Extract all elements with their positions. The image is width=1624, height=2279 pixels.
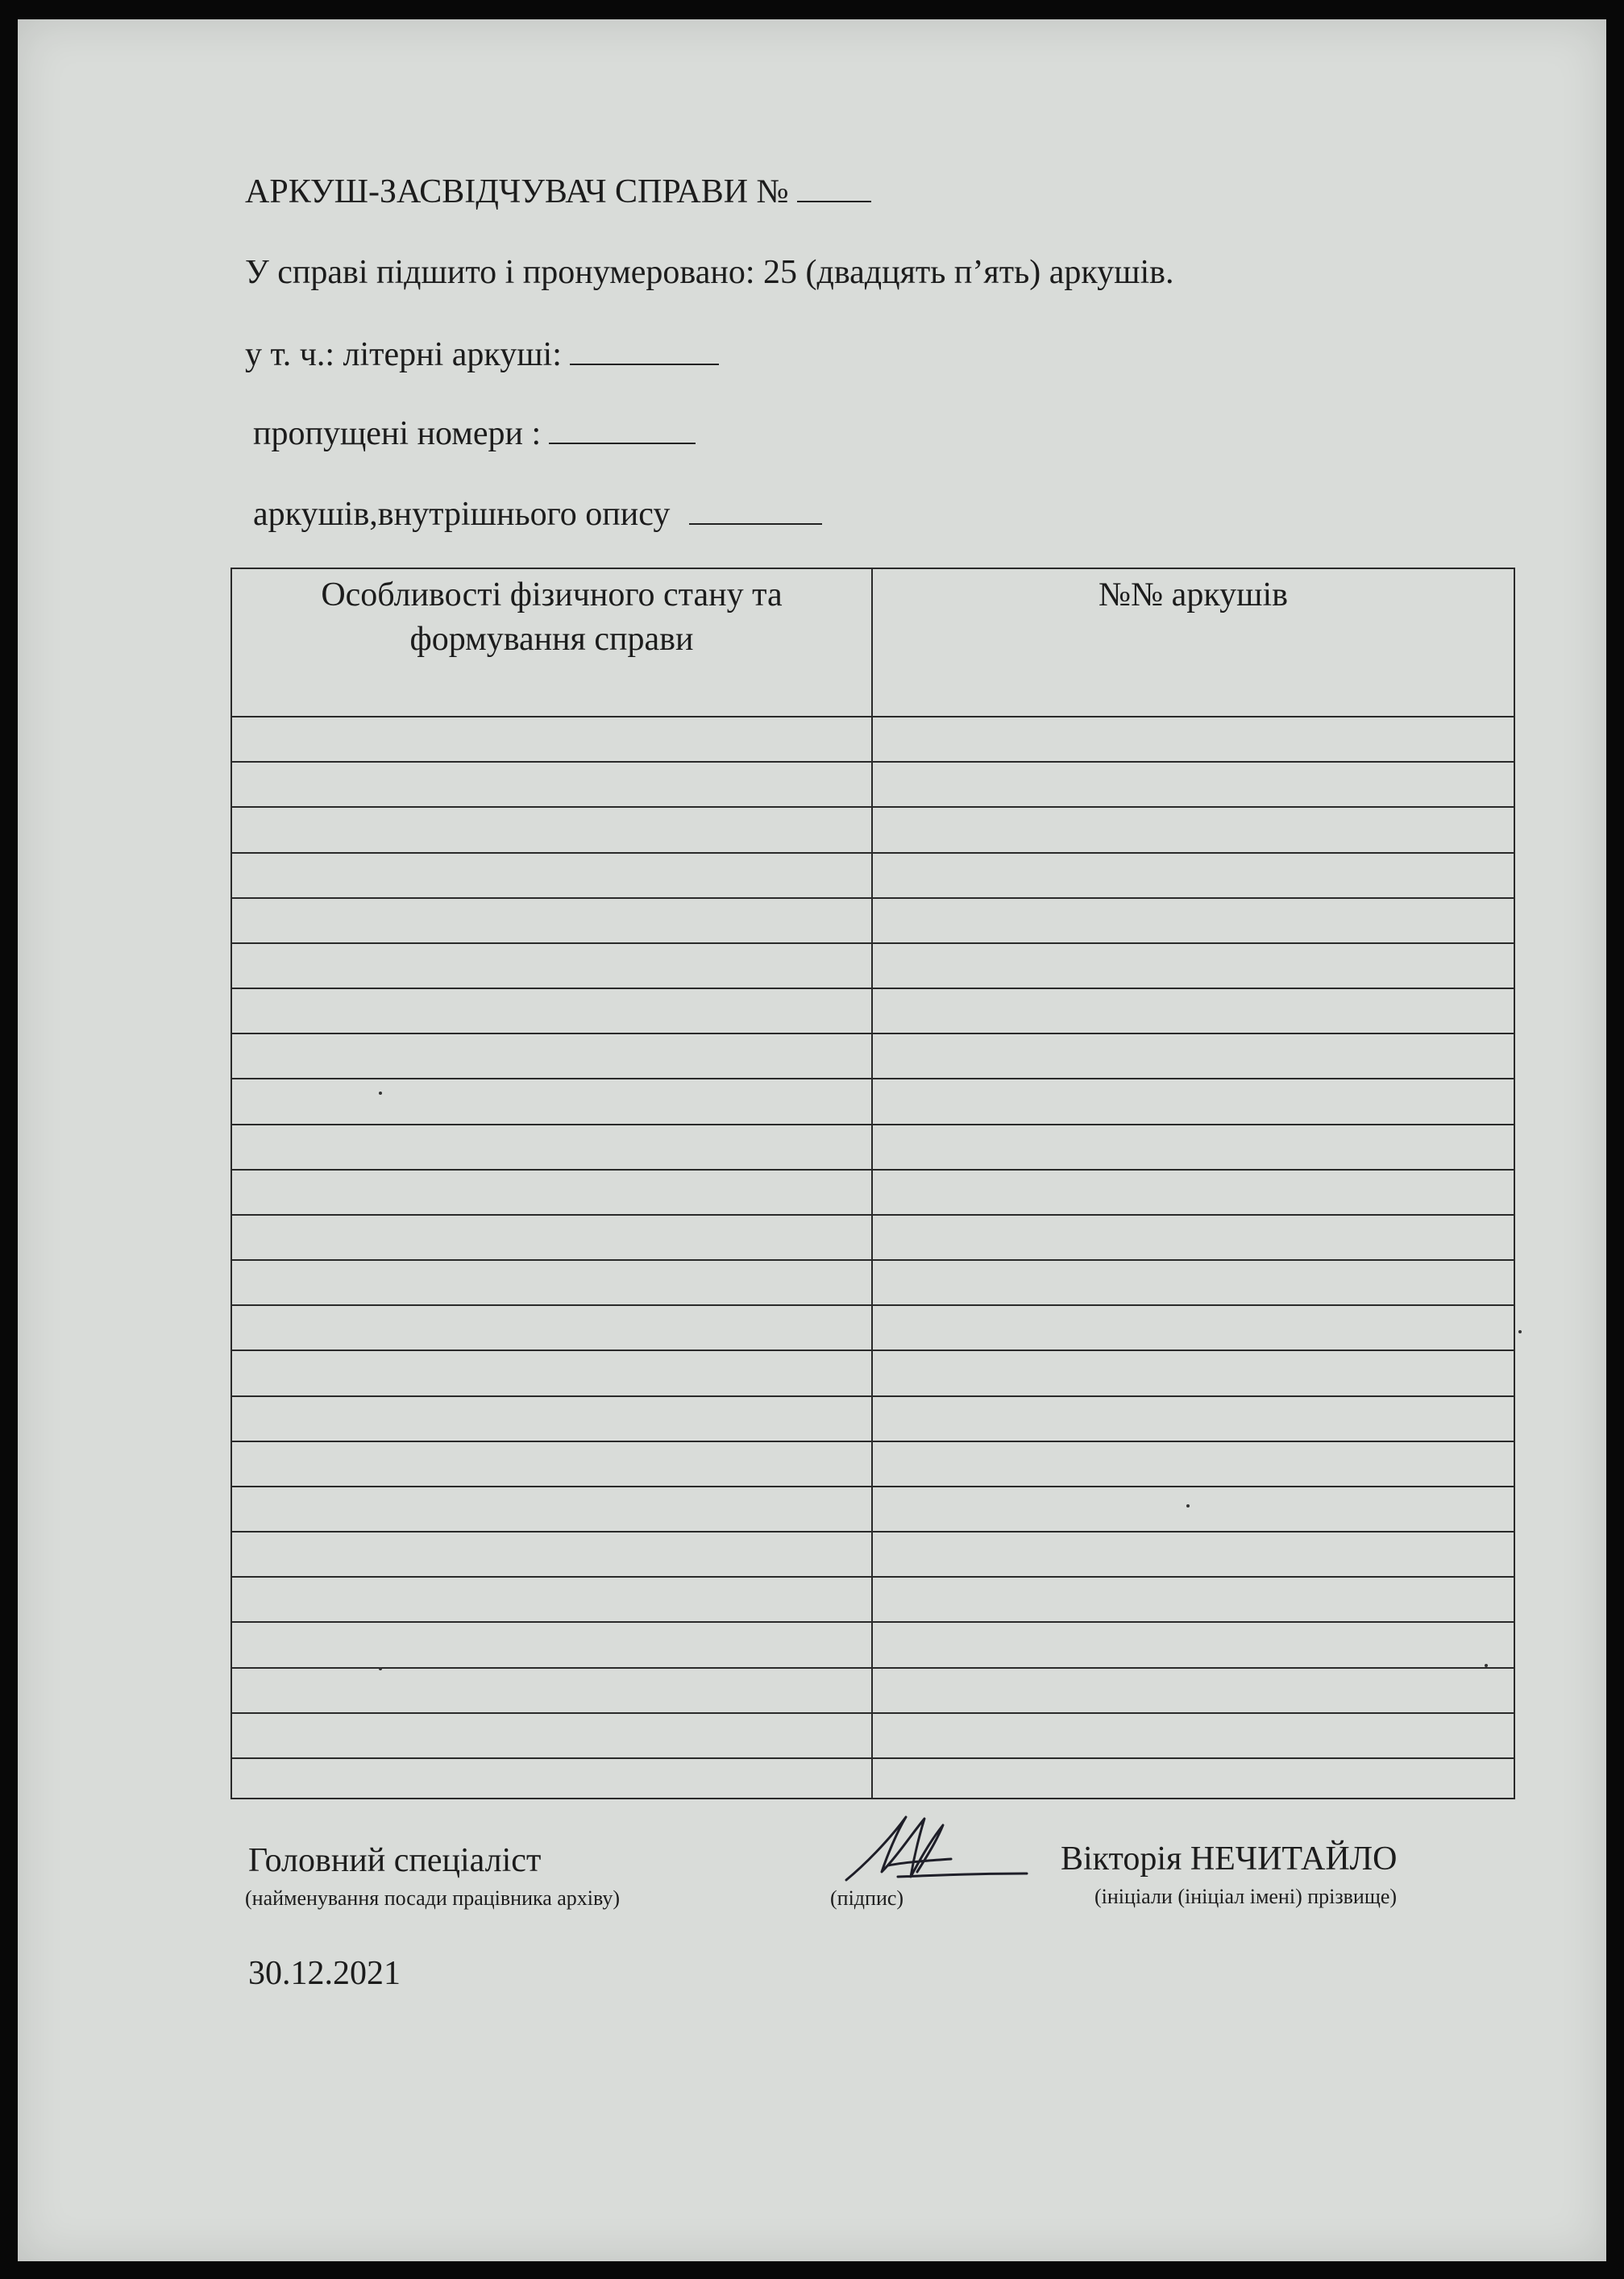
- letter-sheets-blank: [570, 336, 719, 365]
- table-row-line: [232, 1078, 1514, 1079]
- table-row-line: [232, 1441, 1514, 1442]
- table-row-line: [232, 1621, 1514, 1623]
- table-row-line: [232, 1395, 1514, 1397]
- table-row-line: [232, 1214, 1514, 1216]
- table-row-line: [232, 988, 1514, 989]
- missing-numbers-line: пропущені номери :: [253, 414, 696, 453]
- table-row-line: [232, 942, 1514, 944]
- table-header-sheet-numbers: №№ аркушів: [1099, 576, 1288, 613]
- paper-speck: [379, 1667, 382, 1670]
- table-row-line: [232, 806, 1514, 808]
- document-sheet: [18, 19, 1606, 2261]
- document-title: АРКУШ-ЗАСВІДЧУВАЧ СПРАВИ №: [245, 173, 871, 211]
- sheets-count-line: У справі підшито і пронумеровано: 25 (двадцять п’ять) аркушів.: [245, 254, 1174, 291]
- case-number-blank: [797, 173, 871, 202]
- table-row-line: [232, 1667, 1514, 1669]
- table-column-divider: [871, 569, 873, 1798]
- table-row-line: [232, 716, 1514, 717]
- table-row-line: [232, 852, 1514, 854]
- internal-inventory-line: аркушів,внутрішнього опису: [253, 495, 822, 534]
- case-condition-table: [231, 568, 1515, 1799]
- paper-speck: [1485, 1664, 1488, 1667]
- table-row-line: [232, 761, 1514, 763]
- document-date: 30.12.2021: [248, 1955, 401, 1992]
- paper-speck: [379, 1092, 382, 1095]
- missing-numbers-blank: [549, 415, 696, 444]
- table-header-condition: Особливості фізичного стану та формування справи: [321, 576, 783, 658]
- position-caption: (найменування посади працівника архіву): [245, 1886, 621, 1910]
- name-caption: (ініціали (ініціал імені) прізвище): [1094, 1885, 1398, 1908]
- handwritten-signature: [840, 1809, 1033, 1898]
- table-row-line: [232, 1033, 1514, 1034]
- table-row-line: [232, 1124, 1514, 1125]
- paper-speck: [1518, 1330, 1522, 1333]
- table-row-line: [232, 1712, 1514, 1714]
- internal-inventory-blank: [689, 496, 822, 525]
- paper-speck: [1186, 1504, 1190, 1508]
- table-row-line: [232, 1576, 1514, 1578]
- table-row-line: [232, 1531, 1514, 1533]
- table-row-line: [232, 1259, 1514, 1261]
- table-row-line: [232, 1757, 1514, 1759]
- letter-sheets-line: у т. ч.: літерні аркуші:: [245, 335, 719, 374]
- table-row-line: [232, 1304, 1514, 1306]
- position-title: Головний спеціаліст: [248, 1842, 542, 1879]
- table-row-line: [232, 897, 1514, 899]
- table-row-line: [232, 1486, 1514, 1487]
- signature-caption: (підпис): [830, 1886, 904, 1910]
- table-row-line: [232, 1350, 1514, 1351]
- table-row-line: [232, 1169, 1514, 1171]
- signatory-name: Вікторія НЕЧИТАЙЛО: [1061, 1840, 1398, 1878]
